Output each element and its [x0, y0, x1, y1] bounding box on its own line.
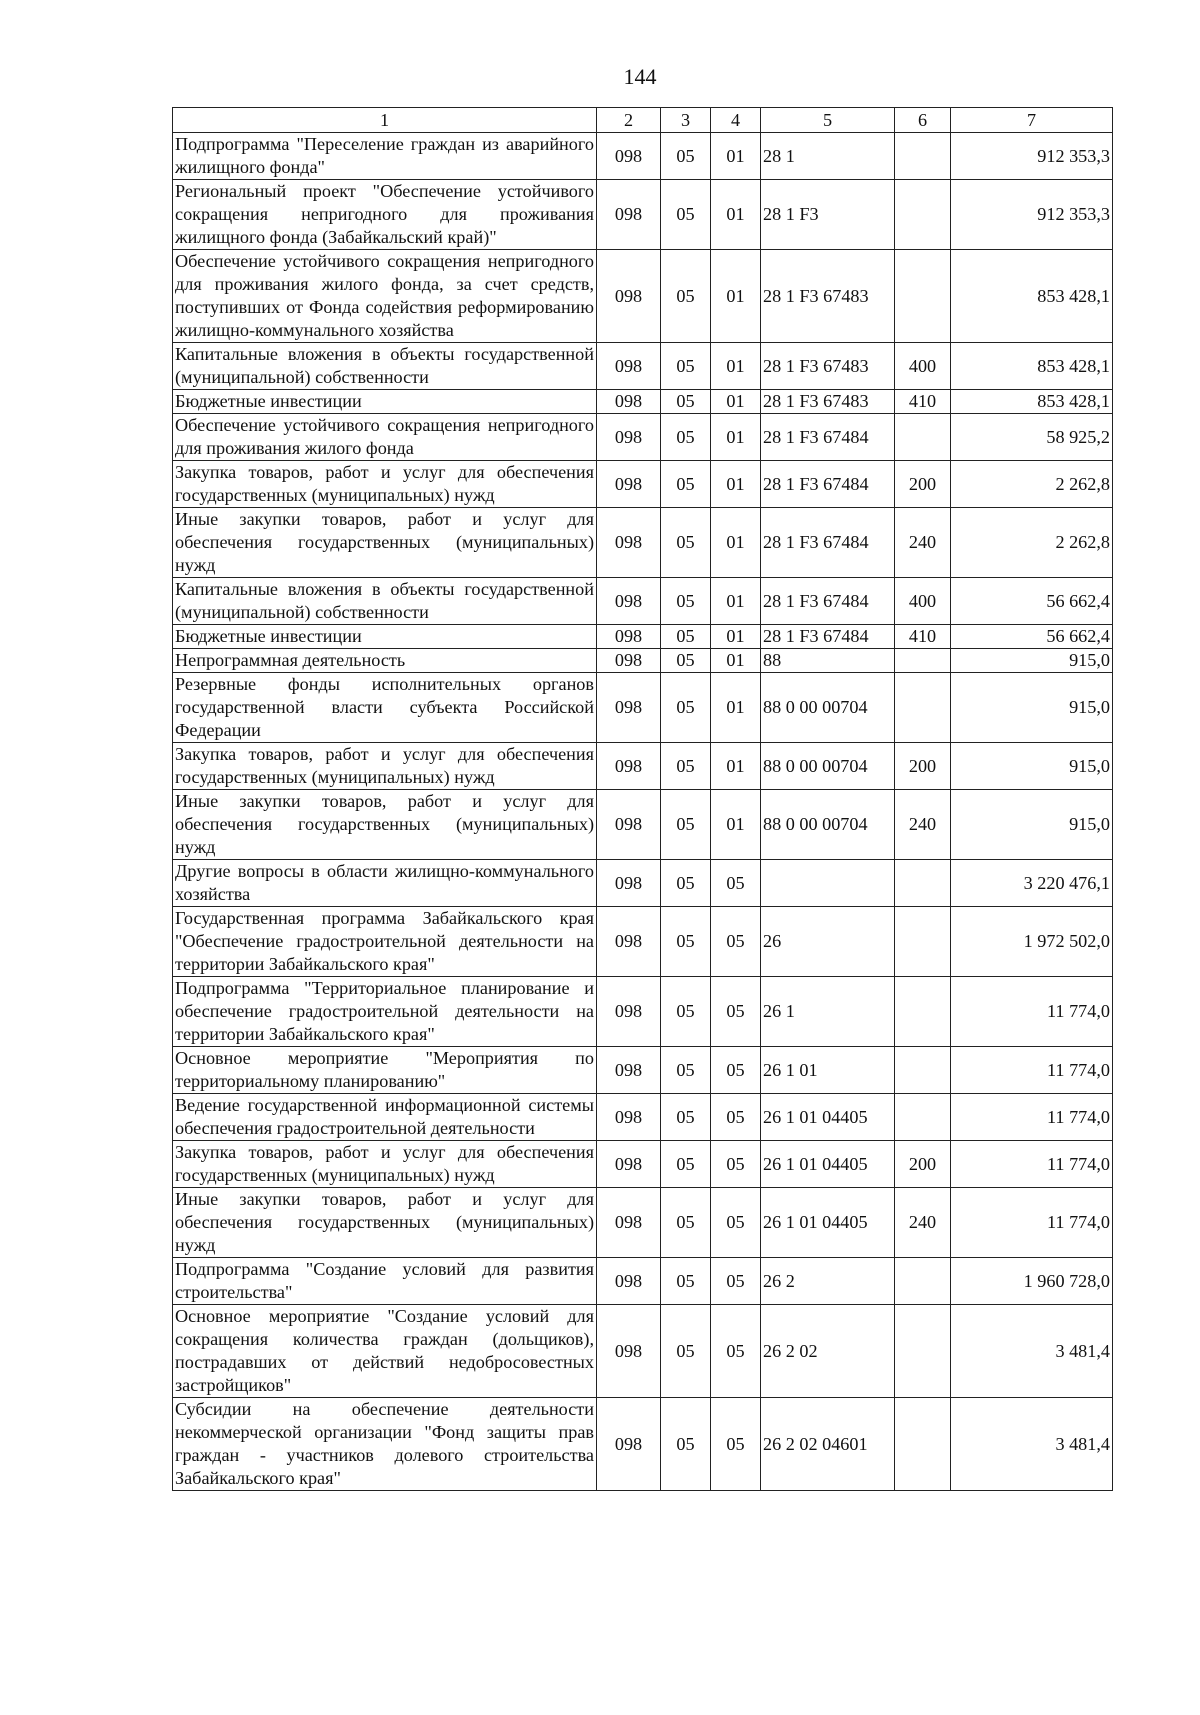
cell-subsection-code: 01: [711, 390, 761, 414]
table-row: [173, 1094, 1113, 1141]
table-header: [173, 108, 1113, 133]
cell-amount: 2 262,8: [951, 461, 1113, 508]
cell-name: Иные закупки товаров, работ и услуг для обеспечения государственных (муниципальных) нужд: [173, 1188, 597, 1258]
cell-subsection-code: 01: [711, 508, 761, 578]
cell-target-code: 88 0 00 00704: [761, 790, 895, 860]
table-row: [173, 1188, 1113, 1258]
cell-amount: 11 774,0: [951, 1094, 1113, 1141]
cell-target-code: 26 2: [761, 1258, 895, 1305]
cell-section-code: 05: [661, 673, 711, 743]
table-row: [173, 673, 1113, 743]
table-row: [173, 743, 1113, 790]
table-row: [173, 860, 1113, 907]
cell-ministry-code: 098: [597, 1047, 661, 1094]
cell-section-code: 05: [661, 743, 711, 790]
cell-subsection-code: 01: [711, 343, 761, 390]
cell-expense-type: [895, 1398, 951, 1491]
cell-expense-type: [895, 180, 951, 250]
cell-subsection-code: 01: [711, 461, 761, 508]
cell-expense-type: 200: [895, 743, 951, 790]
cell-expense-type: [895, 1094, 951, 1141]
cell-subsection-code: 01: [711, 625, 761, 649]
cell-subsection-code: 05: [711, 1047, 761, 1094]
cell-section-code: 05: [661, 1305, 711, 1398]
cell-section-code: 05: [661, 1047, 711, 1094]
cell-section-code: 05: [661, 414, 711, 461]
cell-expense-type: [895, 1305, 951, 1398]
cell-target-code: [761, 860, 895, 907]
cell-ministry-code: 098: [597, 1188, 661, 1258]
cell-subsection-code: 01: [711, 673, 761, 743]
cell-target-code: 88 0 00 00704: [761, 673, 895, 743]
table-row: [173, 133, 1113, 180]
cell-subsection-code: 01: [711, 790, 761, 860]
cell-subsection-code: 05: [711, 1141, 761, 1188]
cell-name: Бюджетные инвестиции: [173, 390, 597, 414]
cell-subsection-code: 01: [711, 414, 761, 461]
cell-name: Подпрограмма "Создание условий для развития строительства": [173, 1258, 597, 1305]
cell-ministry-code: 098: [597, 133, 661, 180]
cell-amount: 3 481,4: [951, 1305, 1113, 1398]
header-col-7: 7: [951, 108, 1113, 133]
cell-target-code: 28 1: [761, 133, 895, 180]
page-number: 144: [623, 64, 657, 89]
table-row: [173, 790, 1113, 860]
cell-amount: 912 353,3: [951, 180, 1113, 250]
cell-expense-type: 410: [895, 390, 951, 414]
cell-name: Обеспечение устойчивого сокращения непригодного для проживания жилого фонда: [173, 414, 597, 461]
cell-expense-type: 200: [895, 1141, 951, 1188]
table-row: [173, 1258, 1113, 1305]
cell-section-code: 05: [661, 461, 711, 508]
cell-ministry-code: 098: [597, 578, 661, 625]
header-col-5: 5: [761, 108, 895, 133]
cell-amount: 1 972 502,0: [951, 907, 1113, 977]
table-row: [173, 461, 1113, 508]
budget-table: [172, 107, 1113, 1491]
cell-name: Ведение государственной информационной системы обеспечения градостроительной деятельности: [173, 1094, 597, 1141]
cell-name: Основное мероприятие "Мероприятия по территориальному планированию": [173, 1047, 597, 1094]
cell-section-code: 05: [661, 250, 711, 343]
header-row: [173, 108, 1113, 133]
cell-ministry-code: 098: [597, 250, 661, 343]
cell-section-code: 05: [661, 133, 711, 180]
cell-name: Капитальные вложения в объекты государственной (муниципальной) собственности: [173, 578, 597, 625]
cell-target-code: 26 2 02 04601: [761, 1398, 895, 1491]
cell-section-code: 05: [661, 977, 711, 1047]
cell-expense-type: [895, 860, 951, 907]
cell-target-code: 26 1 01 04405: [761, 1188, 895, 1258]
cell-section-code: 05: [661, 578, 711, 625]
cell-section-code: 05: [661, 1094, 711, 1141]
cell-section-code: 05: [661, 508, 711, 578]
header-col-6: 6: [895, 108, 951, 133]
cell-ministry-code: 098: [597, 461, 661, 508]
cell-expense-type: 240: [895, 1188, 951, 1258]
cell-ministry-code: 098: [597, 977, 661, 1047]
cell-expense-type: [895, 907, 951, 977]
cell-subsection-code: 05: [711, 977, 761, 1047]
cell-target-code: 28 1 F3 67484: [761, 461, 895, 508]
cell-subsection-code: 05: [711, 1188, 761, 1258]
cell-subsection-code: 01: [711, 180, 761, 250]
cell-ministry-code: 098: [597, 414, 661, 461]
table-row: [173, 508, 1113, 578]
cell-target-code: 28 1 F3: [761, 180, 895, 250]
header-col-3: 3: [661, 108, 711, 133]
cell-ministry-code: 098: [597, 1141, 661, 1188]
cell-target-code: 88: [761, 649, 895, 673]
cell-amount: 3 481,4: [951, 1398, 1113, 1491]
cell-amount: 11 774,0: [951, 1141, 1113, 1188]
cell-subsection-code: 05: [711, 1094, 761, 1141]
cell-subsection-code: 05: [711, 1258, 761, 1305]
cell-expense-type: [895, 673, 951, 743]
cell-name: Основное мероприятие "Создание условий для сокращения количества граждан (дольщиков), пострадавших от действий недобросовестных застройщиков": [173, 1305, 597, 1398]
cell-expense-type: 200: [895, 461, 951, 508]
cell-name: Обеспечение устойчивого сокращения непригодного для проживания жилого фонда, за счет средств, поступивших от Фонда содействия реформированию жилищно-коммунального хозяйства: [173, 250, 597, 343]
cell-expense-type: [895, 1258, 951, 1305]
cell-section-code: 05: [661, 180, 711, 250]
table-row: [173, 625, 1113, 649]
cell-amount: 853 428,1: [951, 390, 1113, 414]
cell-target-code: 26 1 01 04405: [761, 1141, 895, 1188]
cell-amount: 56 662,4: [951, 578, 1113, 625]
cell-section-code: 05: [661, 1141, 711, 1188]
cell-ministry-code: 098: [597, 180, 661, 250]
table-row: [173, 343, 1113, 390]
cell-expense-type: 400: [895, 343, 951, 390]
cell-name: Иные закупки товаров, работ и услуг для обеспечения государственных (муниципальных) нужд: [173, 508, 597, 578]
cell-name: Подпрограмма "Переселение граждан из аварийного жилищного фонда": [173, 133, 597, 180]
cell-ministry-code: 098: [597, 508, 661, 578]
cell-target-code: 28 1 F3 67484: [761, 414, 895, 461]
cell-amount: 11 774,0: [951, 977, 1113, 1047]
cell-target-code: 88 0 00 00704: [761, 743, 895, 790]
cell-subsection-code: 01: [711, 133, 761, 180]
cell-section-code: 05: [661, 625, 711, 649]
cell-section-code: 05: [661, 1188, 711, 1258]
cell-ministry-code: 098: [597, 1305, 661, 1398]
cell-ministry-code: 098: [597, 790, 661, 860]
cell-subsection-code: 01: [711, 743, 761, 790]
cell-section-code: 05: [661, 390, 711, 414]
cell-subsection-code: 01: [711, 578, 761, 625]
cell-name: Бюджетные инвестиции: [173, 625, 597, 649]
cell-expense-type: 400: [895, 578, 951, 625]
table-row: [173, 649, 1113, 673]
cell-target-code: 28 1 F3 67483: [761, 250, 895, 343]
cell-ministry-code: 098: [597, 1258, 661, 1305]
cell-name: Другие вопросы в области жилищно-коммунального хозяйства: [173, 860, 597, 907]
cell-name: Субсидии на обеспечение деятельности некоммерческой организации "Фонд защиты прав граждан - участников долевого строительства Забайкальского края": [173, 1398, 597, 1491]
cell-expense-type: [895, 250, 951, 343]
cell-subsection-code: 05: [711, 907, 761, 977]
cell-ministry-code: 098: [597, 860, 661, 907]
table-body: [173, 133, 1113, 1491]
cell-amount: 1 960 728,0: [951, 1258, 1113, 1305]
cell-amount: 2 262,8: [951, 508, 1113, 578]
cell-subsection-code: 05: [711, 1398, 761, 1491]
header-col-4: 4: [711, 108, 761, 133]
table-row: [173, 1047, 1113, 1094]
table-row: [173, 1398, 1113, 1491]
cell-name: Закупка товаров, работ и услуг для обеспечения государственных (муниципальных) нужд: [173, 461, 597, 508]
cell-section-code: 05: [661, 907, 711, 977]
cell-target-code: 26: [761, 907, 895, 977]
table-row: [173, 250, 1113, 343]
cell-section-code: 05: [661, 790, 711, 860]
cell-name: Подпрограмма "Территориальное планирование и обеспечение градостроительной деятельности на территории Забайкальского края": [173, 977, 597, 1047]
cell-expense-type: 240: [895, 790, 951, 860]
cell-amount: 915,0: [951, 673, 1113, 743]
cell-name: Региональный проект "Обеспечение устойчивого сокращения непригодного для проживания жилищного фонда (Забайкальский край)": [173, 180, 597, 250]
cell-ministry-code: 098: [597, 907, 661, 977]
table-row: [173, 1305, 1113, 1398]
cell-amount: 56 662,4: [951, 625, 1113, 649]
cell-amount: 11 774,0: [951, 1047, 1113, 1094]
cell-expense-type: 240: [895, 508, 951, 578]
cell-amount: 915,0: [951, 790, 1113, 860]
cell-expense-type: 410: [895, 625, 951, 649]
cell-amount: 853 428,1: [951, 343, 1113, 390]
cell-target-code: 28 1 F3 67484: [761, 578, 895, 625]
cell-amount: 853 428,1: [951, 250, 1113, 343]
cell-amount: 912 353,3: [951, 133, 1113, 180]
cell-ministry-code: 098: [597, 1094, 661, 1141]
cell-expense-type: [895, 649, 951, 673]
table-row: [173, 1141, 1113, 1188]
cell-target-code: 28 1 F3 67484: [761, 625, 895, 649]
cell-name: Закупка товаров, работ и услуг для обеспечения государственных (муниципальных) нужд: [173, 743, 597, 790]
cell-expense-type: [895, 1047, 951, 1094]
table-row: [173, 390, 1113, 414]
cell-target-code: 26 1: [761, 977, 895, 1047]
cell-amount: 915,0: [951, 649, 1113, 673]
cell-target-code: 26 1 01 04405: [761, 1094, 895, 1141]
table-row: [173, 977, 1113, 1047]
cell-ministry-code: 098: [597, 649, 661, 673]
table-row: [173, 414, 1113, 461]
cell-section-code: 05: [661, 343, 711, 390]
header-col-2: 2: [597, 108, 661, 133]
cell-ministry-code: 098: [597, 343, 661, 390]
cell-amount: 11 774,0: [951, 1188, 1113, 1258]
cell-amount: 58 925,2: [951, 414, 1113, 461]
cell-target-code: 28 1 F3 67483: [761, 390, 895, 414]
cell-ministry-code: 098: [597, 625, 661, 649]
table-row: [173, 180, 1113, 250]
cell-subsection-code: 05: [711, 860, 761, 907]
cell-section-code: 05: [661, 649, 711, 673]
cell-name: Государственная программа Забайкальского края "Обеспечение градостроительной деятельности на территории Забайкальского края": [173, 907, 597, 977]
cell-target-code: 28 1 F3 67484: [761, 508, 895, 578]
cell-expense-type: [895, 133, 951, 180]
cell-subsection-code: 01: [711, 649, 761, 673]
cell-ministry-code: 098: [597, 743, 661, 790]
cell-section-code: 05: [661, 1258, 711, 1305]
cell-target-code: 26 1 01: [761, 1047, 895, 1094]
cell-expense-type: [895, 414, 951, 461]
cell-name: Резервные фонды исполнительных органов государственной власти субъекта Российской Федерации: [173, 673, 597, 743]
cell-target-code: 26 2 02: [761, 1305, 895, 1398]
cell-ministry-code: 098: [597, 390, 661, 414]
cell-section-code: 05: [661, 860, 711, 907]
cell-ministry-code: 098: [597, 1398, 661, 1491]
cell-target-code: 28 1 F3 67483: [761, 343, 895, 390]
cell-ministry-code: 098: [597, 673, 661, 743]
cell-subsection-code: 01: [711, 250, 761, 343]
cell-name: Закупка товаров, работ и услуг для обеспечения государственных (муниципальных) нужд: [173, 1141, 597, 1188]
cell-amount: 3 220 476,1: [951, 860, 1113, 907]
cell-name: Непрограммная деятельность: [173, 649, 597, 673]
table-row: [173, 578, 1113, 625]
cell-section-code: 05: [661, 1398, 711, 1491]
cell-name: Иные закупки товаров, работ и услуг для обеспечения государственных (муниципальных) нужд: [173, 790, 597, 860]
cell-name: Капитальные вложения в объекты государственной (муниципальной) собственности: [173, 343, 597, 390]
table-row: [173, 907, 1113, 977]
cell-amount: 915,0: [951, 743, 1113, 790]
cell-expense-type: [895, 977, 951, 1047]
header-col-1: 1: [173, 108, 597, 133]
cell-subsection-code: 05: [711, 1305, 761, 1398]
